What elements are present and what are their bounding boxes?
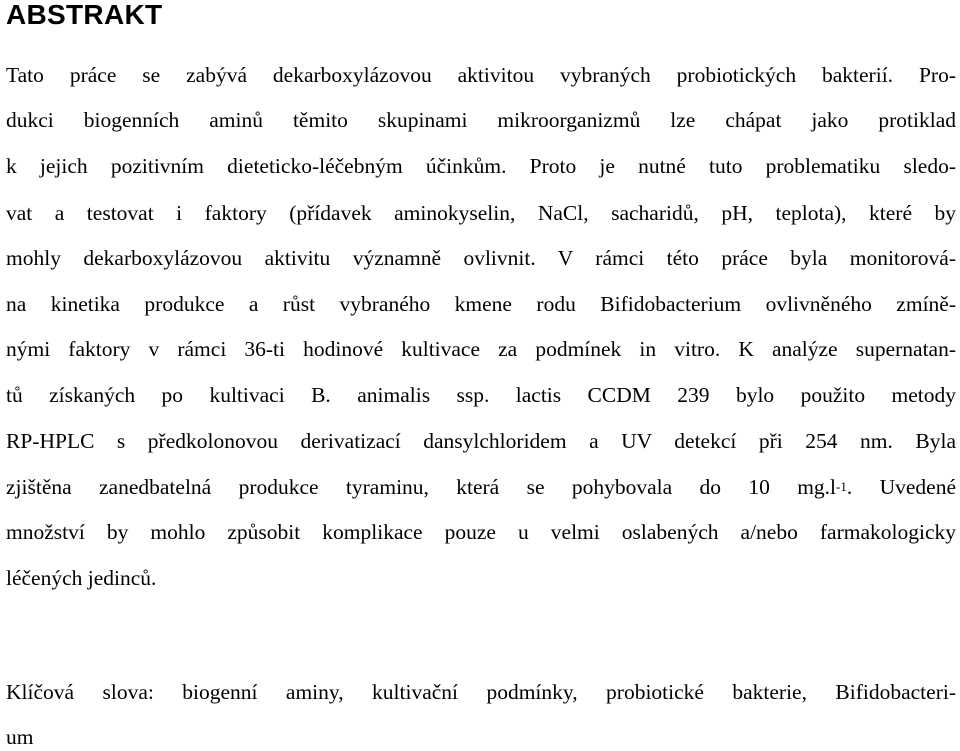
abstract-line-text: zjištěna zanedbatelná produkce tyraminu, která se pohybovala do 10 mg.l	[6, 475, 837, 499]
abstract-line: množství by mohlo způsobit komplikace pouze u velmi oslabených a/nebo farmakologicky	[6, 520, 956, 544]
abstract-line-last: léčených jedinců.	[6, 566, 157, 590]
abstract-line: dukci biogenních aminů těmito skupinami mikroorganizmů lze chápat jako protiklad	[6, 108, 956, 132]
abstract-line: mohly dekarboxylázovou aktivitu významně ovlivnit. V rámci této práce byla monitorová-	[6, 246, 956, 270]
abstract-line: Tato práce se zabývá dekarboxylázovou aktivitou vybraných probiotických bakterií. Pro-	[6, 63, 956, 87]
unit-superscript: -1	[836, 479, 847, 494]
abstract-line: vat a testovat i faktory (přídavek aminokyselin, NaCl, sacharidů, pH, teplota), které by	[6, 201, 956, 225]
abstract-line-with-unit	[6, 473, 956, 501]
keywords-line-continuation: um	[6, 725, 34, 749]
abstract-line: na kinetika produkce a růst vybraného kmene rodu Bifidobacterium ovlivněného zmíně-	[6, 292, 956, 316]
abstract-heading: ABSTRAKT	[6, 0, 163, 30]
abstract-line: tů získaných po kultivaci B. animalis ssp. lactis CCDM 239 bylo použito metody	[6, 383, 956, 407]
abstract-line: k jejich pozitivním dieteticko-léčebným účinkům. Proto je nutné tuto problematiku sledo-	[6, 154, 956, 178]
abstract-line: RP-HPLC s předkolonovou derivatizací dansylchloridem a UV detekcí při 254 nm. Byla	[6, 429, 956, 453]
keywords-line: Klíčová slova: biogenní aminy, kultivační podmínky, probiotické bakterie, Bifidobacteri-	[6, 680, 956, 704]
abstract-line-text: . Uvedené	[846, 475, 957, 499]
abstract-line: nými faktory v rámci 36-ti hodinové kultivace za podmínek in vitro. K analýze supernatan-	[6, 337, 956, 361]
